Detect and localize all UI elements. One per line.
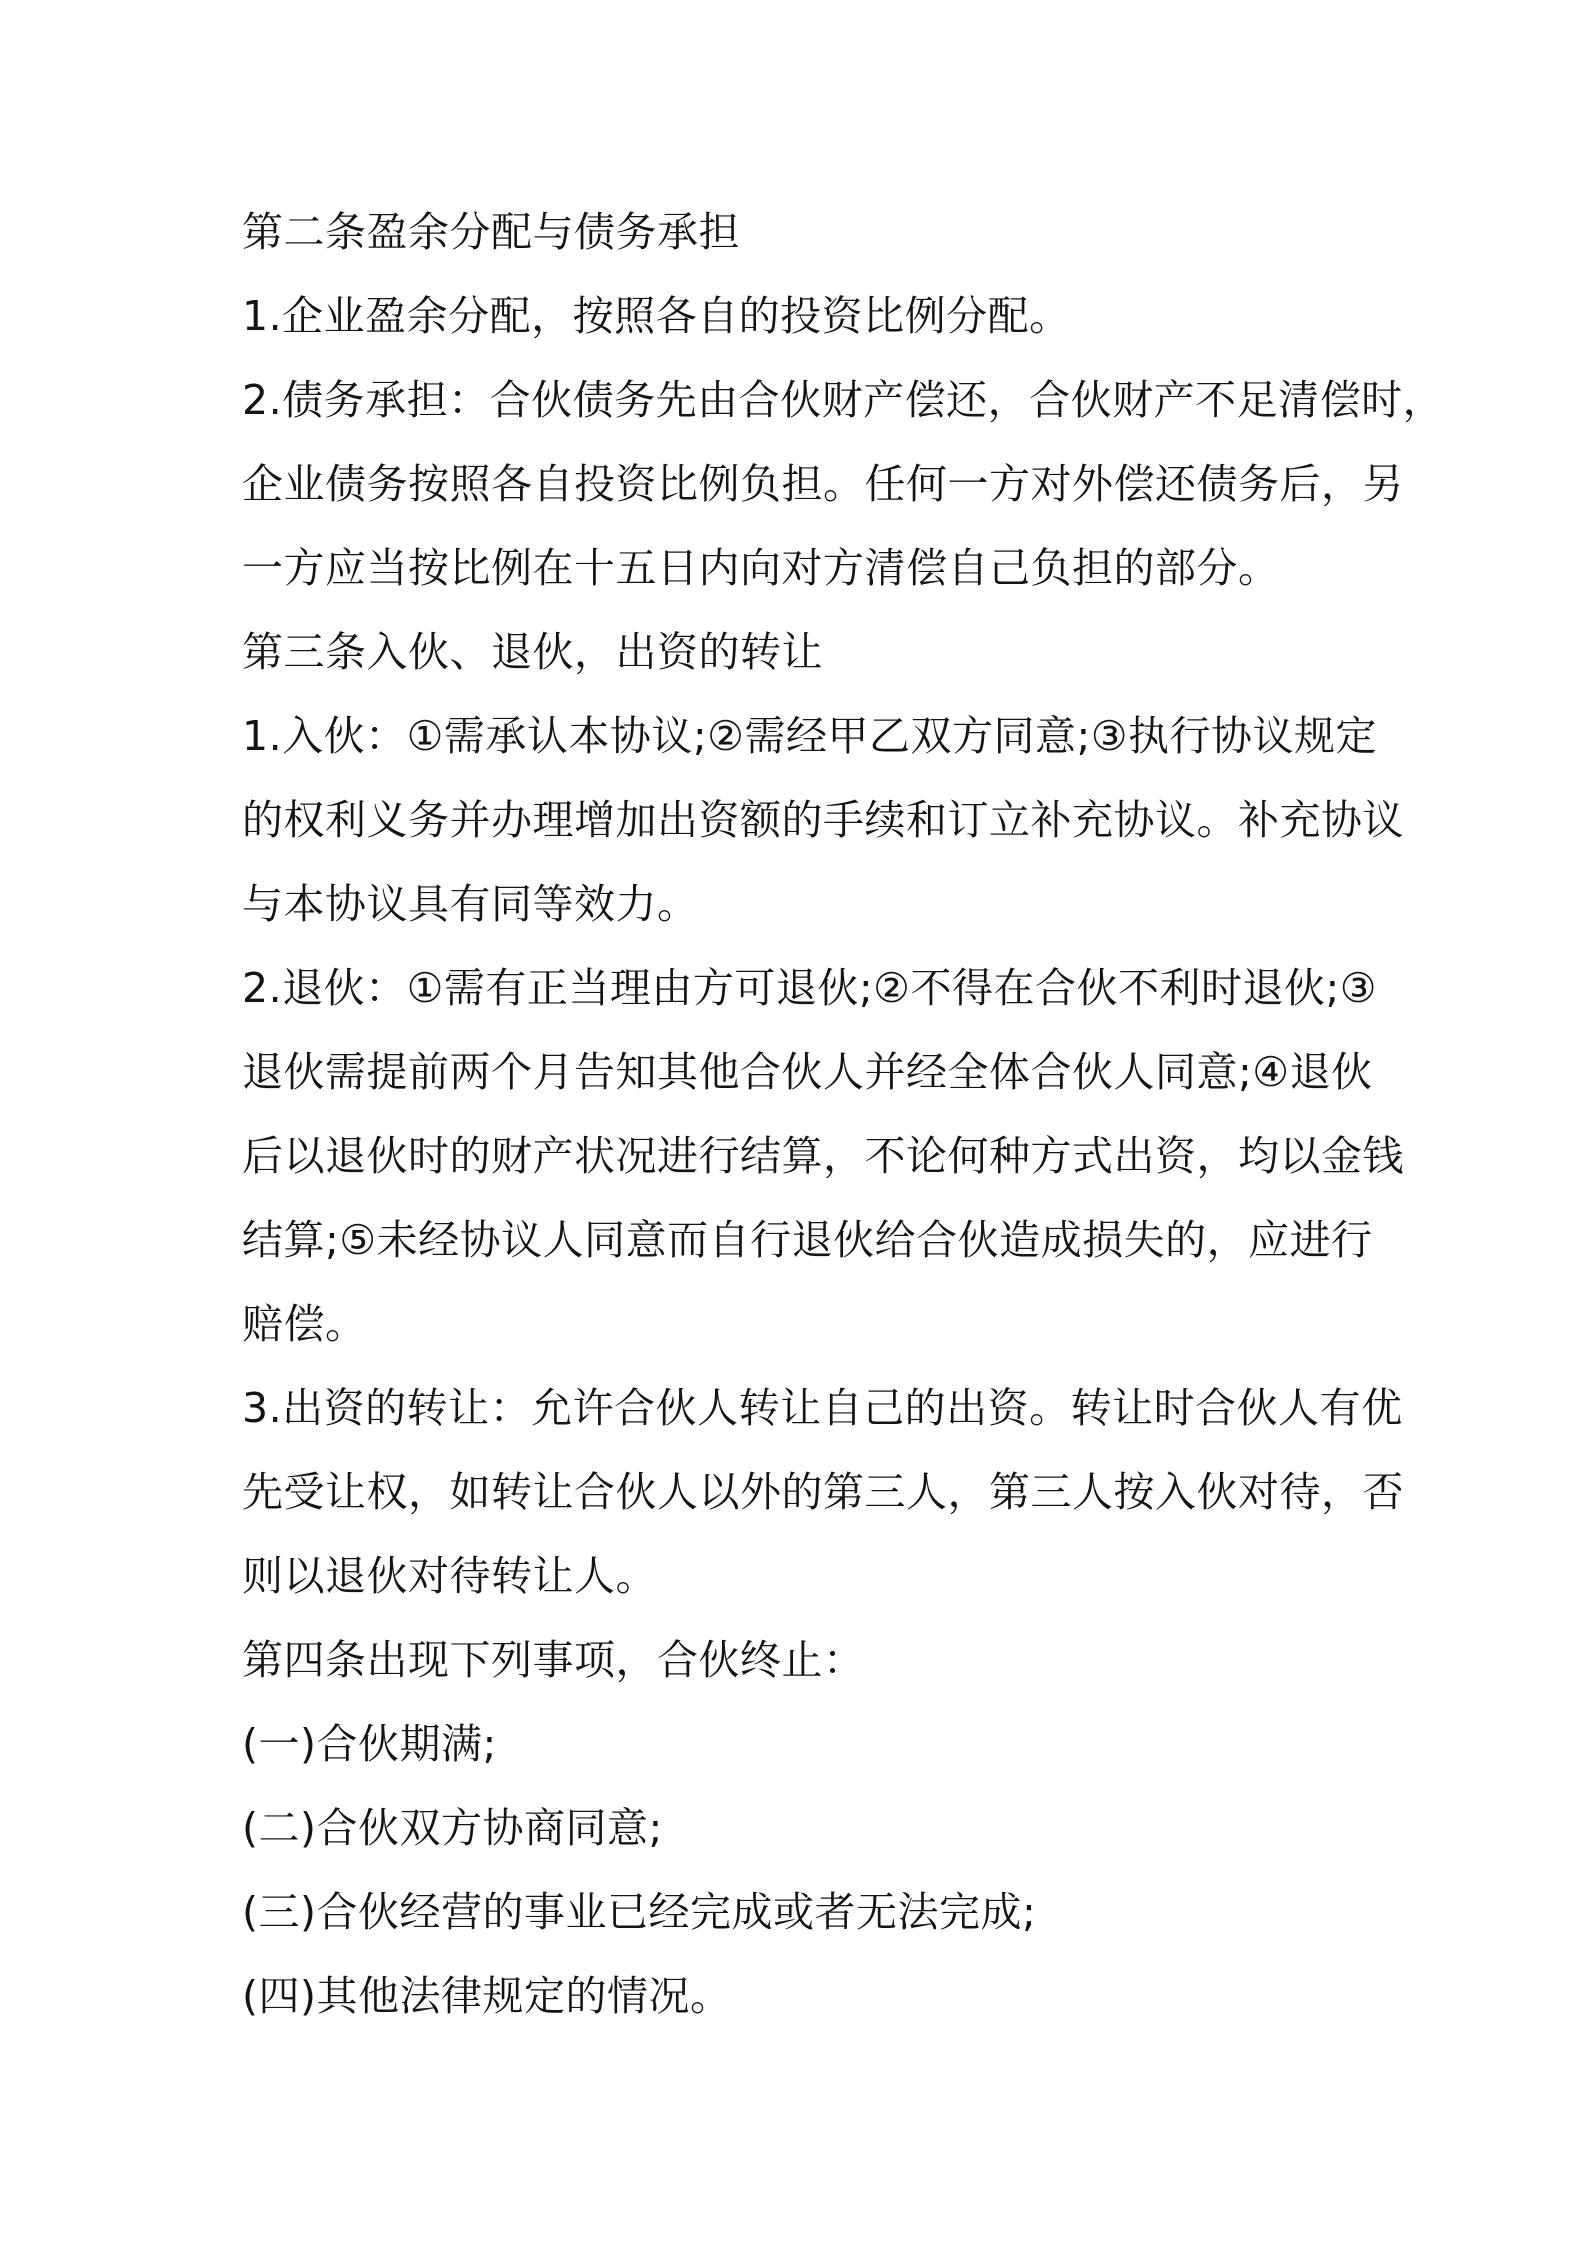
article-3-item-3-line-2: 先受让权，如转让合伙人以外的第三人，第三人按入伙对待，否	[242, 1468, 1404, 1516]
article-3-item-2-line-2: 退伙需提前两个月告知其他合伙人并经全体合伙人同意;④退伙	[242, 1048, 1373, 1096]
article-2-item-1: 1.企业盈余分配，按照各自的投资比例分配。	[242, 292, 1071, 340]
article-2-item-2-line-1: 2.债务承担：合伙债务先由合伙财产偿还，合伙财产不足清偿时，	[242, 376, 1445, 424]
article-4-item-1: (一)合伙期满;	[242, 1720, 497, 1768]
article-2-item-2-line-3: 一方应当按比例在十五日内向对方清偿自己负担的部分。	[242, 544, 1280, 592]
article-2-heading: 第二条盈余分配与债务承担	[242, 208, 740, 256]
article-3-item-2-line-5: 赔偿。	[242, 1300, 367, 1348]
article-3-heading: 第三条入伙、退伙，出资的转让	[242, 628, 823, 676]
article-4-heading: 第四条出现下列事项，合伙终止：	[242, 1636, 865, 1684]
document-body	[242, 190, 1445, 2038]
article-3-item-2-line-3: 后以退伙时的财产状况进行结算，不论何种方式出资，均以金钱	[242, 1132, 1404, 1180]
article-3-item-1-line-3: 与本协议具有同等效力。	[242, 880, 699, 928]
article-3-item-2-line-1: 2.退伙：①需有正当理由方可退伙;②不得在合伙不利时退伙;③	[242, 964, 1378, 1012]
article-4-item-4: (四)其他法律规定的情况。	[242, 1972, 732, 2020]
article-3-item-3-line-3: 则以退伙对待转让人。	[242, 1552, 657, 1600]
article-3-item-1-line-2: 的权利义务并办理增加出资额的手续和订立补充协议。补充协议	[242, 796, 1404, 844]
article-3-item-2-line-4: 结算;⑤未经协议人同意而自行退伙给合伙造成损失的，应进行	[242, 1216, 1373, 1264]
article-3-item-3-line-1: 3.出资的转让：允许合伙人转让自己的出资。转让时合伙人有优	[242, 1384, 1403, 1432]
article-4-item-3: (三)合伙经营的事业已经完成或者无法完成;	[242, 1888, 1037, 1936]
article-3-item-1-line-1: 1.入伙：①需承认本协议;②需经甲乙双方同意;③执行协议规定	[242, 712, 1378, 760]
article-2-item-2-line-2: 企业债务按照各自投资比例负担。任何一方对外偿还债务后，另	[242, 460, 1404, 508]
article-4-item-2: (二)合伙双方协商同意;	[242, 1804, 663, 1852]
